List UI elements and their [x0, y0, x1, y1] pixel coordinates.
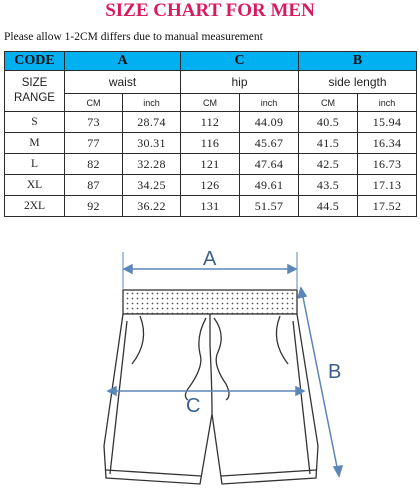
page-title: SIZE CHART FOR MEN: [105, 0, 315, 21]
side-cm-cell: 40.5: [299, 112, 358, 133]
size-cell: L: [5, 154, 65, 175]
label-a: A: [203, 248, 217, 270]
waist-inch-cell: 32.28: [123, 154, 181, 175]
size-cell: M: [5, 133, 65, 154]
side-inch-cell: 15.94: [358, 112, 417, 133]
waist-cm-cell: 92: [65, 196, 123, 217]
waist-inch-cell: 34.25: [123, 175, 181, 196]
unit-inch: inch: [358, 94, 417, 112]
hip-cm-cell: 126: [181, 175, 240, 196]
hip-inch-cell: 47.64: [240, 154, 299, 175]
waist-cm-cell: 82: [65, 154, 123, 175]
side-cm-cell: 44.5: [299, 196, 358, 217]
hip-arrow-left-head: [108, 387, 116, 395]
hip-inch-cell: 44.09: [240, 112, 299, 133]
label-b: B: [328, 361, 342, 383]
hip-cm-cell: 116: [181, 133, 240, 154]
waist-inch-cell: 36.22: [123, 196, 181, 217]
size-label: SIZE: [21, 77, 48, 89]
table-row: [5, 175, 417, 196]
side-inch-cell: 16.34: [358, 133, 417, 154]
hip-cm-cell: 121: [181, 154, 240, 175]
table-row: [5, 112, 417, 133]
unit-cm: CM: [299, 94, 358, 112]
size-cell: XL: [5, 175, 65, 196]
code-header: CODE: [5, 52, 65, 71]
hip-cm-cell: 112: [181, 112, 240, 133]
measurement-group-row: [5, 71, 417, 94]
side-inch-cell: 17.13: [358, 175, 417, 196]
range-label: RANGE: [14, 92, 55, 104]
waist-cm-cell: 73: [65, 112, 123, 133]
size-cell: 2XL: [5, 196, 65, 217]
size-cell: S: [5, 112, 65, 133]
hip-header: hip: [181, 71, 299, 94]
hip-inch-cell: 51.57: [240, 196, 299, 217]
table-row: [5, 154, 417, 175]
shorts-body: [104, 314, 318, 484]
unit-cm: CM: [181, 94, 240, 112]
side-cm-cell: 43.5: [299, 175, 358, 196]
unit-inch: inch: [240, 94, 299, 112]
hip-inch-cell: 45.67: [240, 133, 299, 154]
waist-inch-cell: 28.74: [123, 112, 181, 133]
column-c-header: C: [181, 52, 299, 71]
hip-inch-cell: 49.61: [240, 175, 299, 196]
column-b-header: B: [299, 52, 417, 71]
size-range-cell: [5, 71, 65, 112]
size-chart-table: [4, 51, 417, 217]
units-row: [5, 94, 417, 112]
side-length-header: side length: [299, 71, 417, 94]
table-row: [5, 196, 417, 217]
measurement-note: Please allow 1-2CM differs due to manual measurement: [4, 31, 263, 43]
side-cm-cell: 42.5: [299, 154, 358, 175]
hip-cm-cell: 131: [181, 196, 240, 217]
column-a-header: A: [65, 52, 181, 71]
side-cm-cell: 41.5: [299, 133, 358, 154]
shorts-diagram: [0, 246, 420, 500]
waist-arrow-left-head: [124, 265, 132, 273]
shorts-drawing: [104, 290, 318, 484]
waist-cm-cell: 87: [65, 175, 123, 196]
header-row: [5, 52, 417, 71]
waist-header: waist: [65, 71, 181, 94]
unit-inch: inch: [123, 94, 181, 112]
waist-arrow-right-head: [288, 265, 296, 273]
table-row: [5, 133, 417, 154]
waist-cm-cell: 77: [65, 133, 123, 154]
label-c: C: [186, 395, 201, 417]
side-inch-cell: 17.52: [358, 196, 417, 217]
side-length-arrow-top-head: [298, 288, 306, 298]
unit-cm: CM: [65, 94, 123, 112]
waistband: [123, 290, 297, 314]
side-inch-cell: 16.73: [358, 154, 417, 175]
side-length-arrow-bottom-head: [334, 466, 342, 476]
waist-inch-cell: 30.31: [123, 133, 181, 154]
